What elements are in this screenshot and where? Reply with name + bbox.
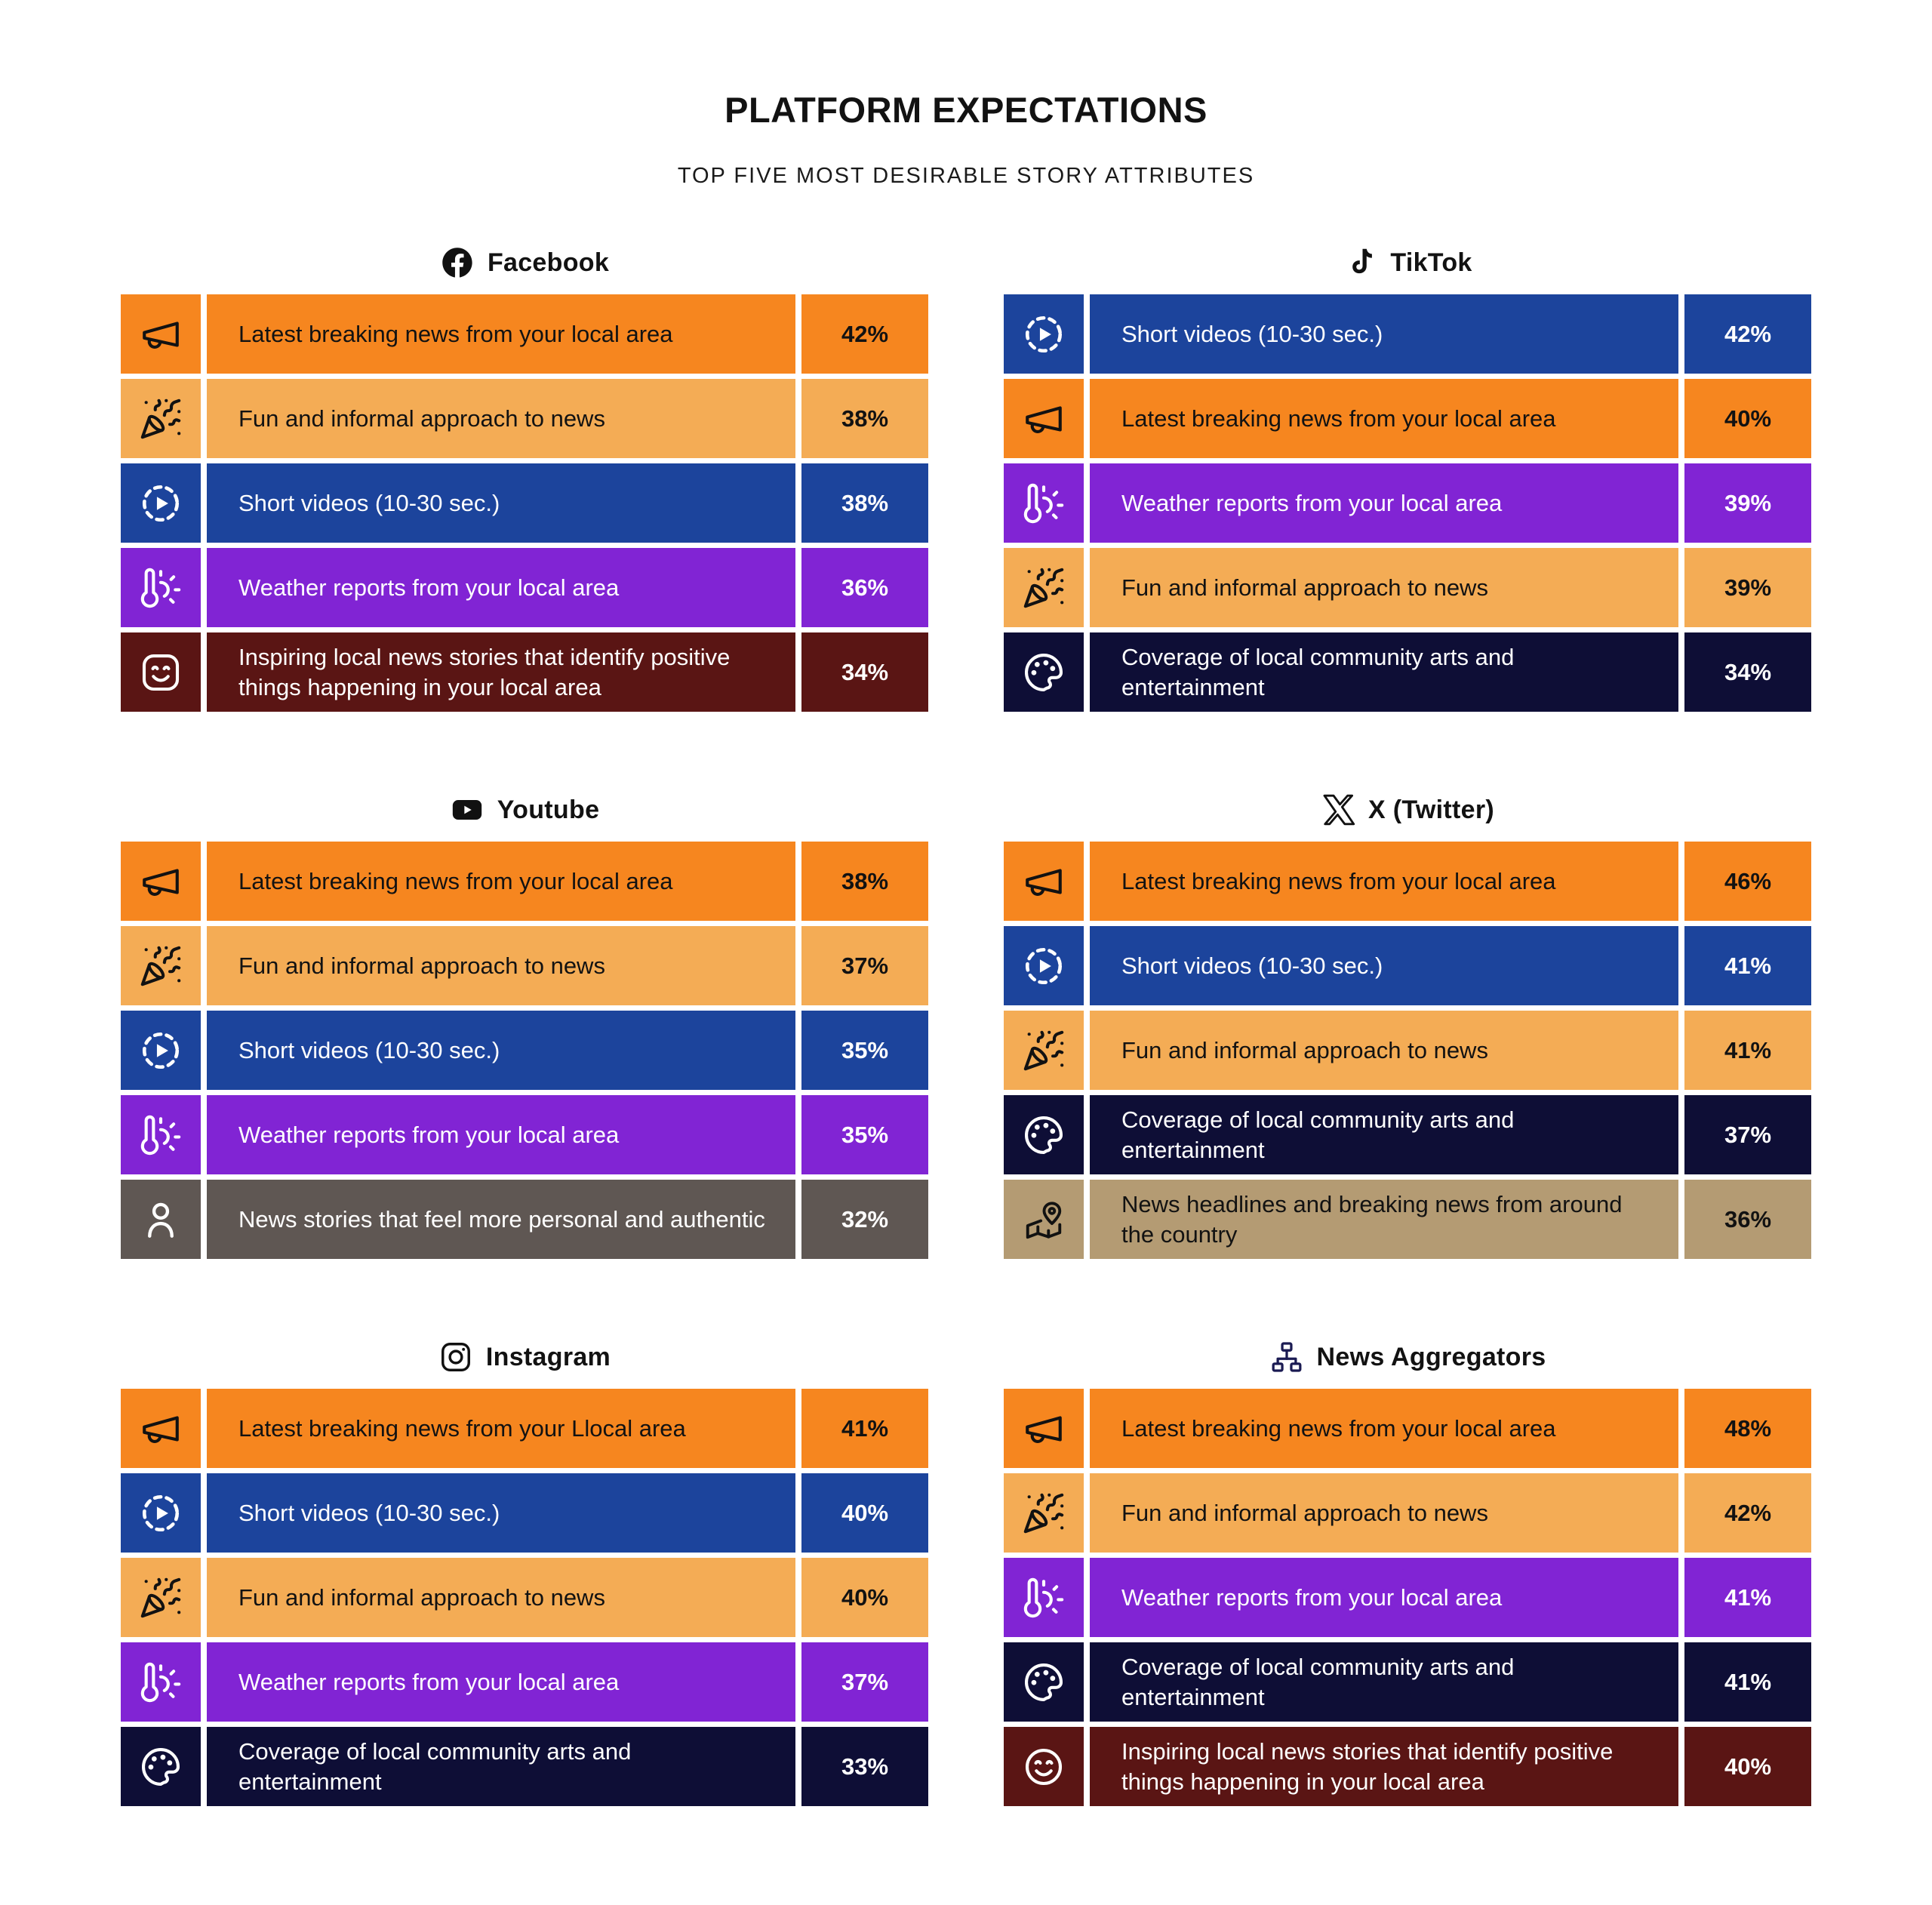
attribute-icon-cell [1004,548,1084,627]
megaphone-icon [1022,1407,1066,1451]
attribute-value: 40% [801,1473,928,1553]
attribute-value: 38% [801,842,928,921]
attribute-icon-cell [121,1558,201,1637]
attribute-label: Latest breaking news from your local area [207,294,795,374]
attribute-row [1004,632,1811,712]
attribute-icon-cell [1004,842,1084,921]
attribute-value: 41% [801,1389,928,1468]
arts-palette-icon [1022,1113,1066,1157]
weather-icon [1022,482,1066,525]
attribute-row [1004,1473,1811,1553]
attribute-row [121,1180,928,1259]
attribute-value: 34% [801,632,928,712]
attribute-row [1004,1389,1811,1468]
platform-title: X (Twitter) [1368,795,1494,824]
platform-header [121,1339,928,1375]
attribute-rows [1004,1389,1811,1806]
attribute-icon-cell [121,1727,201,1806]
attribute-row [1004,1642,1811,1722]
attribute-row [1004,294,1811,374]
attribute-label: Short videos (10-30 sec.) [207,463,795,543]
attribute-value: 41% [1684,1011,1811,1090]
attribute-icon-cell [1004,632,1084,712]
attribute-rows [1004,842,1811,1259]
attribute-label: Short videos (10-30 sec.) [207,1011,795,1090]
attribute-value: 37% [1684,1095,1811,1174]
megaphone-icon [139,1407,183,1451]
platform-title: Facebook [487,248,610,277]
platform-grid [121,245,1811,1806]
attribute-icon-cell [1004,1473,1084,1553]
attribute-value: 35% [801,1011,928,1090]
attribute-label: Weather reports from your local area [207,1642,795,1722]
attribute-icon-cell [1004,1095,1084,1174]
platform-section-x-twitter [1004,792,1811,1259]
short-videos-icon [139,1491,183,1535]
short-videos-icon [139,482,183,525]
attribute-row [121,632,928,712]
youtube-icon [450,792,485,827]
attribute-icon-cell [121,632,201,712]
attribute-row [1004,1095,1811,1174]
attribute-value: 41% [1684,1642,1811,1722]
arts-palette-icon [139,1745,183,1789]
short-videos-icon [1022,312,1066,356]
attribute-icon-cell [121,294,201,374]
attribute-rows [1004,294,1811,712]
platform-title: News Aggregators [1316,1342,1546,1371]
attribute-label: Short videos (10-30 sec.) [1090,294,1678,374]
attribute-icon-cell [121,1180,201,1259]
attribute-label: Weather reports from your local area [207,548,795,627]
weather-icon [139,1113,183,1157]
short-videos-icon [1022,944,1066,988]
attribute-value: 36% [1684,1180,1811,1259]
attribute-icon-cell [121,1642,201,1722]
attribute-label: Latest breaking news from your local area [1090,379,1678,458]
attribute-value: 33% [801,1727,928,1806]
attribute-label: Fun and informal approach to news [207,926,795,1005]
attribute-value: 39% [1684,548,1811,627]
attribute-row [121,548,928,627]
attribute-label: Fun and informal approach to news [1090,1011,1678,1090]
attribute-label: Fun and informal approach to news [207,379,795,458]
attribute-value: 38% [801,379,928,458]
party-popper-icon [1022,1491,1066,1535]
attribute-label: Short videos (10-30 sec.) [207,1473,795,1553]
attribute-value: 36% [801,548,928,627]
attribute-row [1004,842,1811,921]
attribute-icon-cell [1004,1558,1084,1637]
attribute-row [121,1389,928,1468]
attribute-icon-cell [121,1389,201,1468]
platform-section-facebook [121,245,928,712]
attribute-label: Fun and informal approach to news [1090,1473,1678,1553]
smile-circle-icon [1022,1745,1066,1789]
attribute-value: 35% [801,1095,928,1174]
attribute-row [1004,926,1811,1005]
attribute-label: Fun and informal approach to news [1090,548,1678,627]
arts-palette-icon [1022,651,1066,694]
attribute-label: News stories that feel more personal and authentic [207,1180,795,1259]
map-pin-icon [1022,1198,1066,1242]
page-subtitle: TOP FIVE MOST DESIRABLE STORY ATTRIBUTES [677,164,1255,188]
attribute-value: 38% [801,463,928,543]
attribute-icon-cell [1004,1180,1084,1259]
attribute-value: 42% [801,294,928,374]
attribute-row [121,1095,928,1174]
attribute-label: Short videos (10-30 sec.) [1090,926,1678,1005]
platform-header [121,792,928,828]
person-icon [139,1198,183,1242]
attribute-value: 40% [801,1558,928,1637]
megaphone-icon [139,312,183,356]
arts-palette-icon [1022,1660,1066,1704]
attribute-value: 39% [1684,463,1811,543]
attribute-row [121,1011,928,1090]
attribute-rows [121,294,928,712]
attribute-value: 42% [1684,294,1811,374]
weather-icon [1022,1576,1066,1620]
platform-header [1004,1339,1811,1375]
attribute-label: Weather reports from your local area [1090,1558,1678,1637]
weather-icon [139,566,183,610]
attribute-row [1004,548,1811,627]
smile-square-icon [139,651,183,694]
megaphone-icon [139,860,183,903]
attribute-label: Weather reports from your local area [207,1095,795,1174]
attribute-value: 46% [1684,842,1811,921]
attribute-icon-cell [1004,1011,1084,1090]
attribute-label: Coverage of local community arts and entertainment [1090,632,1678,712]
attribute-row [121,379,928,458]
attribute-icon-cell [121,1011,201,1090]
attribute-icon-cell [121,1095,201,1174]
attribute-icon-cell [1004,294,1084,374]
attribute-label: Inspiring local news stories that identify positive things happening in your local area [1090,1727,1678,1806]
attribute-label: Coverage of local community arts and entertainment [207,1727,795,1806]
megaphone-icon [1022,397,1066,441]
attribute-row [121,1473,928,1553]
attribute-value: 41% [1684,1558,1811,1637]
attribute-rows [121,1389,928,1806]
megaphone-icon [1022,860,1066,903]
attribute-icon-cell [121,926,201,1005]
attribute-label: Weather reports from your local area [1090,463,1678,543]
attribute-row [121,463,928,543]
attribute-rows [121,842,928,1259]
attribute-icon-cell [1004,1389,1084,1468]
instagram-icon [438,1340,473,1374]
short-videos-icon [139,1029,183,1073]
x-icon [1321,792,1355,827]
platform-title: TikTok [1390,248,1472,277]
attribute-icon-cell [121,463,201,543]
attribute-row [1004,463,1811,543]
attribute-icon-cell [121,379,201,458]
attribute-label: Coverage of local community arts and entertainment [1090,1095,1678,1174]
attribute-row [121,1558,928,1637]
attribute-icon-cell [121,548,201,627]
attribute-icon-cell [1004,379,1084,458]
attribute-label: Latest breaking news from your Llocal area [207,1389,795,1468]
attribute-value: 37% [801,926,928,1005]
attribute-row [121,294,928,374]
attribute-value: 40% [1684,379,1811,458]
attribute-row [121,1642,928,1722]
attribute-row [121,926,928,1005]
platform-header [1004,245,1811,281]
platform-section-youtube [121,792,928,1259]
attribute-icon-cell [1004,1642,1084,1722]
attribute-row [121,1727,928,1806]
attribute-value: 34% [1684,632,1811,712]
attribute-row [1004,1558,1811,1637]
platform-section-instagram [121,1339,928,1806]
attribute-value: 42% [1684,1473,1811,1553]
attribute-label: Coverage of local community arts and entertainment [1090,1642,1678,1722]
party-popper-icon [139,397,183,441]
attribute-value: 32% [801,1180,928,1259]
attribute-icon-cell [1004,1727,1084,1806]
party-popper-icon [1022,1029,1066,1073]
platform-header [121,245,928,281]
facebook-icon [440,245,475,280]
news-aggregators-icon [1269,1340,1304,1374]
tiktok-icon [1343,245,1377,280]
attribute-label: News headlines and breaking news from around the country [1090,1180,1678,1259]
attribute-row [1004,379,1811,458]
attribute-label: Inspiring local news stories that identify positive things happening in your local area [207,632,795,712]
party-popper-icon [139,1576,183,1620]
weather-icon [139,1660,183,1704]
attribute-icon-cell [121,842,201,921]
attribute-value: 40% [1684,1727,1811,1806]
attribute-label: Latest breaking news from your local area [1090,1389,1678,1468]
platform-title: Instagram [485,1342,611,1371]
party-popper-icon [1022,566,1066,610]
attribute-row [1004,1011,1811,1090]
attribute-row [121,842,928,921]
attribute-value: 41% [1684,926,1811,1005]
platform-section-news-aggregators [1004,1339,1811,1806]
page-title: PLATFORM EXPECTATIONS [724,90,1208,130]
attribute-icon-cell [1004,463,1084,543]
attribute-icon-cell [121,1473,201,1553]
attribute-row [1004,1727,1811,1806]
attribute-value: 48% [1684,1389,1811,1468]
platform-section-tiktok [1004,245,1811,712]
attribute-label: Fun and informal approach to news [207,1558,795,1637]
party-popper-icon [139,944,183,988]
platform-header [1004,792,1811,828]
platform-title: Youtube [497,795,600,824]
attribute-row [1004,1180,1811,1259]
attribute-label: Latest breaking news from your local area [207,842,795,921]
attribute-label: Latest breaking news from your local area [1090,842,1678,921]
attribute-icon-cell [1004,926,1084,1005]
attribute-value: 37% [801,1642,928,1722]
